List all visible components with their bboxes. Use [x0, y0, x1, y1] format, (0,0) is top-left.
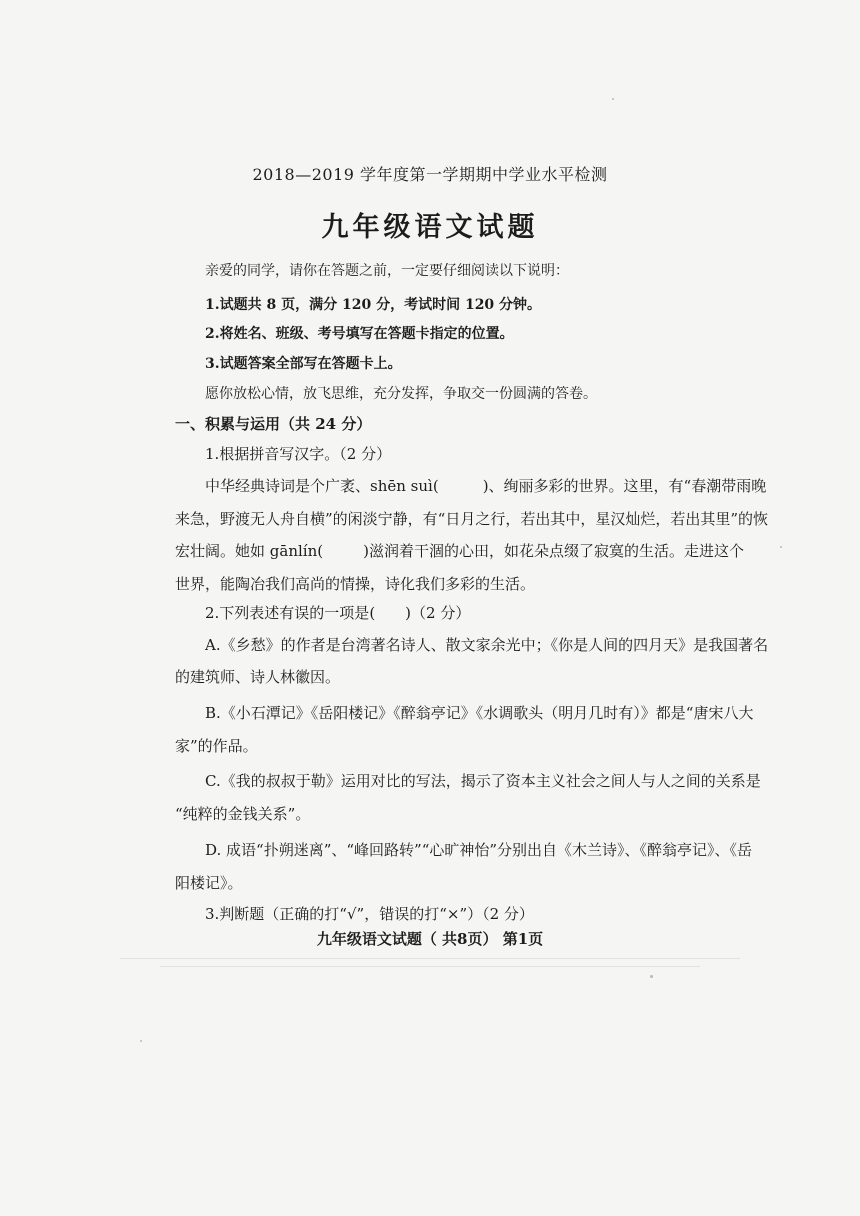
q1-line-3-part-a: 宏壮阔。她如 gānlín(: [175, 542, 324, 560]
notice-item-2: 2.将姓名、班级、考号填写在答题卡指定的位置。: [205, 326, 514, 342]
q2-option-d-line-1: D. 成语“扑朔迷离”、“峰回路转”“心旷神怡”分别出自《木兰诗》、《醉翁亭记》、《岳: [205, 841, 753, 859]
scan-artifact-line: [160, 966, 700, 967]
q2-stem: 2.下列表述有误的一项是( )（2 分）: [205, 604, 471, 622]
scan-speck: [650, 975, 653, 978]
notice-intro: 亲爱的同学，请你在答题之前，一定要仔细阅读以下说明：: [205, 263, 569, 279]
q1-line-3: [175, 540, 744, 561]
q1-line-1-part-a: 中华经典诗词是个广袤、shēn suì(: [205, 477, 439, 495]
q3-stem: 3.判断题（正确的打“√”，错误的打“×”）（2 分）: [205, 905, 534, 923]
q1-line-1-part-b: )、绚丽多彩的世界。这里，有“春潮带雨晚: [482, 477, 767, 495]
q1-line-2: 来急，野渡无人舟自横”的闲淡宁静，有“日月之行，若出其中，星汉灿烂，若出其里”的恢: [175, 510, 769, 528]
exam-title: 九年级语文试题: [321, 212, 539, 243]
notice-item-3: 3.试题答案全部写在答题卡上。: [205, 356, 402, 372]
q2-option-c-line-1: C.《我的叔叔于勒》运用对比的写法，揭示了资本主义社会之间人与人之间的关系是: [205, 772, 761, 790]
q1-line-1: [205, 475, 766, 496]
exam-subtitle: 2018—2019 学年度第一学期期中学业水平检测: [252, 165, 608, 184]
scan-speck: [780, 546, 782, 548]
q2-option-a-line-2: 的建筑师、诗人林徽因。: [175, 668, 341, 686]
notice-wish: 愿你放松心情，放飞思维，充分发挥，争取交一份圆满的答卷。: [205, 386, 597, 402]
q2-option-b-line-1: B.《小石潭记》《岳阳楼记》《醉翁亭记》《水调歌头（明月几时有）》都是“唐宋八大: [205, 704, 754, 722]
notice-item-1: 1.试题共 8 页，满分 120 分，考试时间 120 分钟。: [205, 297, 542, 313]
q2-option-a-line-1: A.《乡愁》的作者是台湾著名诗人、散文家余光中；《你是人间的四月天》是我国著名: [205, 636, 769, 654]
q2-option-c-line-2: “纯粹的金钱关系”。: [175, 805, 311, 823]
q2-option-b-line-2: 家”的作品。: [175, 737, 258, 755]
scan-speck: [140, 1040, 142, 1042]
q1-stem: 1.根据拼音写汉字。（2 分）: [205, 445, 392, 463]
page-footer: 九年级语文试题（ 共8页） 第1页: [316, 930, 544, 948]
q1-line-4: 世界，能陶冶我们高尚的情操，诗化我们多彩的生活。: [175, 575, 536, 593]
q2-option-d-line-2: 阳楼记》。: [175, 874, 243, 892]
scan-speck: [612, 98, 614, 100]
section-heading: 一、积累与运用（共 24 分）: [175, 415, 372, 433]
q1-line-3-part-b: )滋润着干涸的心田，如花朵点缀了寂寞的生活。走进这个: [363, 542, 744, 560]
scan-artifact-line: [120, 958, 740, 959]
